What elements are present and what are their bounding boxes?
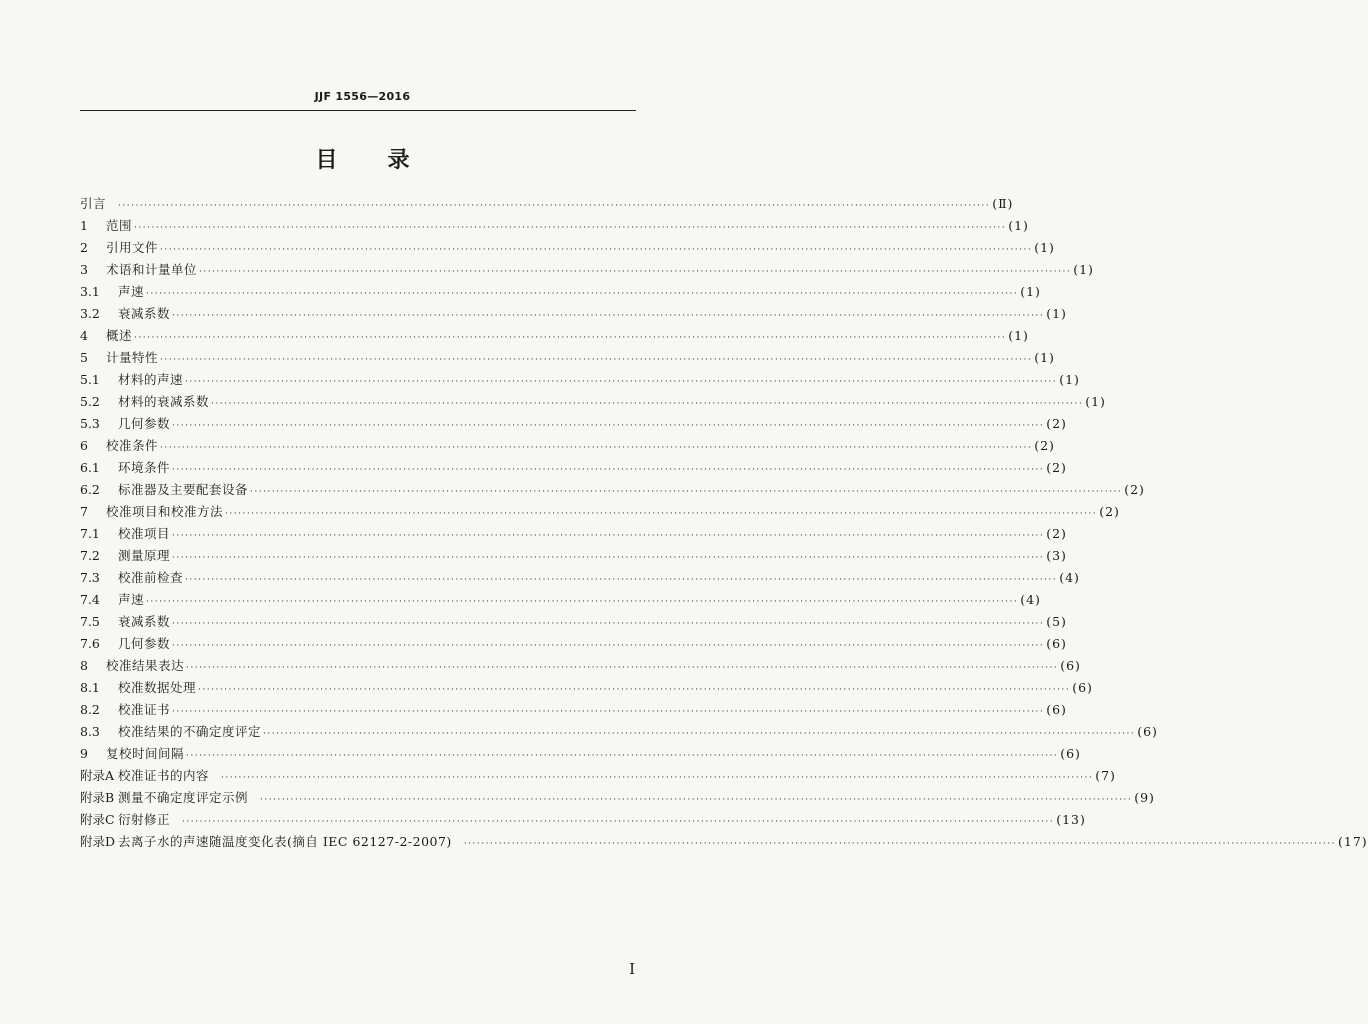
toc-entry-number: 5.3 xyxy=(80,416,100,431)
toc-entry[interactable] xyxy=(80,831,1368,853)
toc-entry[interactable] xyxy=(80,303,1067,325)
toc-entry-title: 范围 xyxy=(106,218,133,233)
toc-entry-number: 7 xyxy=(80,504,88,519)
toc-dot-leader: ········································································································································································································ xyxy=(186,751,1059,761)
toc-dot-leader: ········································································································································································································ xyxy=(463,839,1336,849)
header-rule xyxy=(80,110,636,111)
toc-entry-number: 8.1 xyxy=(80,680,100,695)
toc-entry-page: (6) xyxy=(1137,724,1158,739)
toc-entry-number: 7.1 xyxy=(80,526,100,541)
toc-entry[interactable] xyxy=(80,545,1067,567)
toc-entry-title: 衰减系数 xyxy=(118,614,171,629)
toc-entry-title: 复校时间间隔 xyxy=(106,746,185,761)
toc-dot-leader: ········································································································································································································ xyxy=(198,685,1071,695)
toc-entry-title: 几何参数 xyxy=(118,416,171,431)
toc-dot-leader: ········································································································································································································ xyxy=(172,531,1045,541)
toc-entry[interactable] xyxy=(80,655,1081,677)
toc-entry-number: 7.3 xyxy=(80,570,100,585)
toc-entry-page: (2) xyxy=(1034,438,1055,453)
toc-entry-title: 去离子水的声速随温度变化表(摘自 IEC 62127-2-2007) xyxy=(118,834,452,849)
toc-entry-page: (1) xyxy=(1020,284,1041,299)
toc-entry-title: 声速 xyxy=(118,592,145,607)
toc-entry-title: 衰减系数 xyxy=(118,306,171,321)
toc-entry-number: 7.5 xyxy=(80,614,100,629)
toc-entry-title: 校准证书 xyxy=(118,702,171,717)
toc-entry-number: 3.1 xyxy=(80,284,100,299)
toc-entry[interactable] xyxy=(80,237,1055,259)
toc-entry-page: (6) xyxy=(1046,702,1067,717)
toc-entry[interactable] xyxy=(80,347,1055,369)
toc-entry[interactable] xyxy=(80,391,1106,413)
toc-entry[interactable] xyxy=(80,193,1014,215)
toc-entry-title: 校准项目 xyxy=(118,526,171,541)
toc-entry-number: 8.2 xyxy=(80,702,100,717)
toc-dot-leader: ········································································································································································································ xyxy=(160,245,1033,255)
toc-dot-leader: ········································································································································································································ xyxy=(182,817,1055,827)
page-number: I xyxy=(629,960,635,978)
toc-dot-leader: ········································································································································································································ xyxy=(146,289,1019,299)
toc-dot-leader: ········································································································································································································ xyxy=(134,223,1007,233)
toc-entry[interactable] xyxy=(80,765,1116,787)
toc-entry-number: 附录D xyxy=(80,834,116,849)
page-title xyxy=(0,143,725,174)
toc-entry-number: 4 xyxy=(80,328,88,343)
toc-entry-page: (2) xyxy=(1099,504,1120,519)
toc-entry-number: 1 xyxy=(80,218,88,233)
toc-entry-title: 材料的衰减系数 xyxy=(118,394,210,409)
toc-entry[interactable] xyxy=(80,281,1041,303)
toc-entry-number: 6 xyxy=(80,438,88,453)
toc-entry[interactable] xyxy=(80,325,1029,347)
toc-entry-page: (13) xyxy=(1056,812,1086,827)
toc-entry-page: (1) xyxy=(1008,218,1029,233)
toc-entry-page: (9) xyxy=(1134,790,1155,805)
toc-entry-title: 材料的声速 xyxy=(118,372,184,387)
toc-entry-number: 5.1 xyxy=(80,372,100,387)
title-char-1: 目 xyxy=(315,148,338,173)
toc-entry-title: 校准条件 xyxy=(106,438,159,453)
toc-dot-leader: ········································································································································································································ xyxy=(199,267,1072,277)
toc-entry-page: (6) xyxy=(1046,636,1067,651)
toc-entry[interactable] xyxy=(80,369,1080,391)
toc-entry[interactable] xyxy=(80,611,1067,633)
toc-entry-title: 概述 xyxy=(106,328,133,343)
running-header: JJF 1556—2016 xyxy=(314,90,411,103)
toc-entry-number: 3.2 xyxy=(80,306,100,321)
toc-entry-title: 校准结果表达 xyxy=(106,658,185,673)
toc-entry-page: (4) xyxy=(1059,570,1080,585)
toc-entry[interactable] xyxy=(80,743,1081,765)
toc-entry-title: 校准前检查 xyxy=(118,570,184,585)
toc-dot-leader: ········································································································································································································ xyxy=(172,465,1045,475)
toc-entry[interactable] xyxy=(80,589,1041,611)
toc-entry-page: (1) xyxy=(1046,306,1067,321)
toc-dot-leader: ········································································································································································································ xyxy=(160,355,1033,365)
toc-dot-leader: ········································································································································································································ xyxy=(160,443,1033,453)
toc-entry-title: 校准结果的不确定度评定 xyxy=(118,724,262,739)
toc-dot-leader: ········································································································································································································ xyxy=(172,707,1045,717)
toc-entry-number: 7.2 xyxy=(80,548,100,563)
toc-dot-leader: ········································································································································································································ xyxy=(146,597,1019,607)
toc-entry-title: 引用文件 xyxy=(106,240,159,255)
toc-entry-number: 3 xyxy=(80,262,88,277)
toc-dot-leader: ········································································································································································································ xyxy=(250,487,1123,497)
table-of-contents xyxy=(80,193,1368,853)
toc-entry-page: (1) xyxy=(1085,394,1106,409)
toc-entry[interactable] xyxy=(80,259,1094,281)
toc-entry-number: 5.2 xyxy=(80,394,100,409)
toc-dot-leader: ········································································································································································································ xyxy=(118,201,991,211)
toc-entry-number: 2 xyxy=(80,240,88,255)
toc-entry[interactable] xyxy=(80,633,1067,655)
toc-entry-title: 几何参数 xyxy=(118,636,171,651)
toc-entry-page: (1) xyxy=(1034,240,1055,255)
toc-entry-title: 校准证书的内容 xyxy=(118,768,210,783)
toc-entry-number: 附录B xyxy=(80,790,115,805)
toc-entry-page: (4) xyxy=(1020,592,1041,607)
toc-entry-page: (1) xyxy=(1059,372,1080,387)
toc-entry-page: (1) xyxy=(1008,328,1029,343)
toc-dot-leader: ········································································································································································································ xyxy=(211,399,1084,409)
toc-entry-number: 附录A xyxy=(80,768,115,783)
toc-entry[interactable] xyxy=(80,721,1158,743)
toc-entry-title: 衍射修正 xyxy=(118,812,171,827)
toc-entry-page: (6) xyxy=(1060,658,1081,673)
toc-entry-number: 6.2 xyxy=(80,482,100,497)
toc-entry[interactable] xyxy=(80,567,1080,589)
toc-entry-page: (2) xyxy=(1046,460,1067,475)
toc-entry-page: (3) xyxy=(1046,548,1067,563)
toc-dot-leader: ········································································································································································································ xyxy=(186,663,1059,673)
toc-entry-page: (2) xyxy=(1124,482,1145,497)
toc-entry-number: 7.4 xyxy=(80,592,100,607)
toc-entry[interactable] xyxy=(80,501,1120,523)
toc-dot-leader: ········································································································································································································ xyxy=(172,641,1045,651)
toc-entry[interactable] xyxy=(80,413,1067,435)
toc-entry-title: 校准数据处理 xyxy=(118,680,197,695)
toc-entry-number: 8 xyxy=(80,658,88,673)
toc-entry-number: 9 xyxy=(80,746,88,761)
toc-entry[interactable] xyxy=(80,435,1055,457)
toc-entry-page: (7) xyxy=(1095,768,1116,783)
toc-entry-title: 测量原理 xyxy=(118,548,171,563)
title-char-2: 录 xyxy=(387,148,410,173)
toc-entry-page: (2) xyxy=(1046,416,1067,431)
toc-entry-title: 术语和计量单位 xyxy=(106,262,198,277)
toc-entry-page: (5) xyxy=(1046,614,1067,629)
toc-dot-leader: ········································································································································································································ xyxy=(260,795,1133,805)
toc-dot-leader: ········································································································································································································ xyxy=(221,773,1094,783)
toc-entry-title: 校准项目和校准方法 xyxy=(106,504,224,519)
toc-dot-leader: ········································································································································································································ xyxy=(185,377,1058,387)
toc-entry-number: 6.1 xyxy=(80,460,100,475)
toc-entry-page: (6) xyxy=(1060,746,1081,761)
toc-dot-leader: ········································································································································································································ xyxy=(172,553,1045,563)
toc-entry-title: 标准器及主要配套设备 xyxy=(118,482,249,497)
toc-entry-number: 附录C xyxy=(80,812,115,827)
toc-entry-title: 测量不确定度评定示例 xyxy=(118,790,249,805)
toc-dot-leader: ········································································································································································································ xyxy=(172,311,1045,321)
toc-entry[interactable] xyxy=(80,699,1067,721)
toc-entry[interactable] xyxy=(80,215,1029,237)
toc-entry-page: (Ⅱ) xyxy=(992,196,1014,211)
toc-entry-page: (2) xyxy=(1046,526,1067,541)
toc-entry[interactable] xyxy=(80,457,1067,479)
toc-entry-page: (1) xyxy=(1034,350,1055,365)
toc-entry[interactable] xyxy=(80,677,1093,699)
toc-dot-leader: ········································································································································································································ xyxy=(134,333,1007,343)
toc-entry-number: 7.6 xyxy=(80,636,100,651)
toc-dot-leader: ········································································································································································································ xyxy=(185,575,1058,585)
toc-entry[interactable] xyxy=(80,809,1086,831)
toc-entry[interactable] xyxy=(80,479,1145,501)
toc-dot-leader: ········································································································································································································ xyxy=(225,509,1098,519)
toc-dot-leader: ········································································································································································································ xyxy=(172,619,1045,629)
toc-entry-title: 计量特性 xyxy=(106,350,159,365)
toc-entry-title: 环境条件 xyxy=(118,460,171,475)
toc-entry[interactable] xyxy=(80,787,1155,809)
toc-entry-title: 声速 xyxy=(118,284,145,299)
toc-entry-page: (17) xyxy=(1337,834,1368,849)
toc-dot-leader: ········································································································································································································ xyxy=(172,421,1045,431)
toc-entry-page: (1) xyxy=(1073,262,1094,277)
toc-entry-number: 8.3 xyxy=(80,724,100,739)
toc-entry-number: 5 xyxy=(80,350,88,365)
toc-entry-title: 引言 xyxy=(80,196,107,211)
toc-dot-leader: ········································································································································································································ xyxy=(263,729,1136,739)
toc-entry[interactable] xyxy=(80,523,1067,545)
toc-entry-page: (6) xyxy=(1072,680,1093,695)
